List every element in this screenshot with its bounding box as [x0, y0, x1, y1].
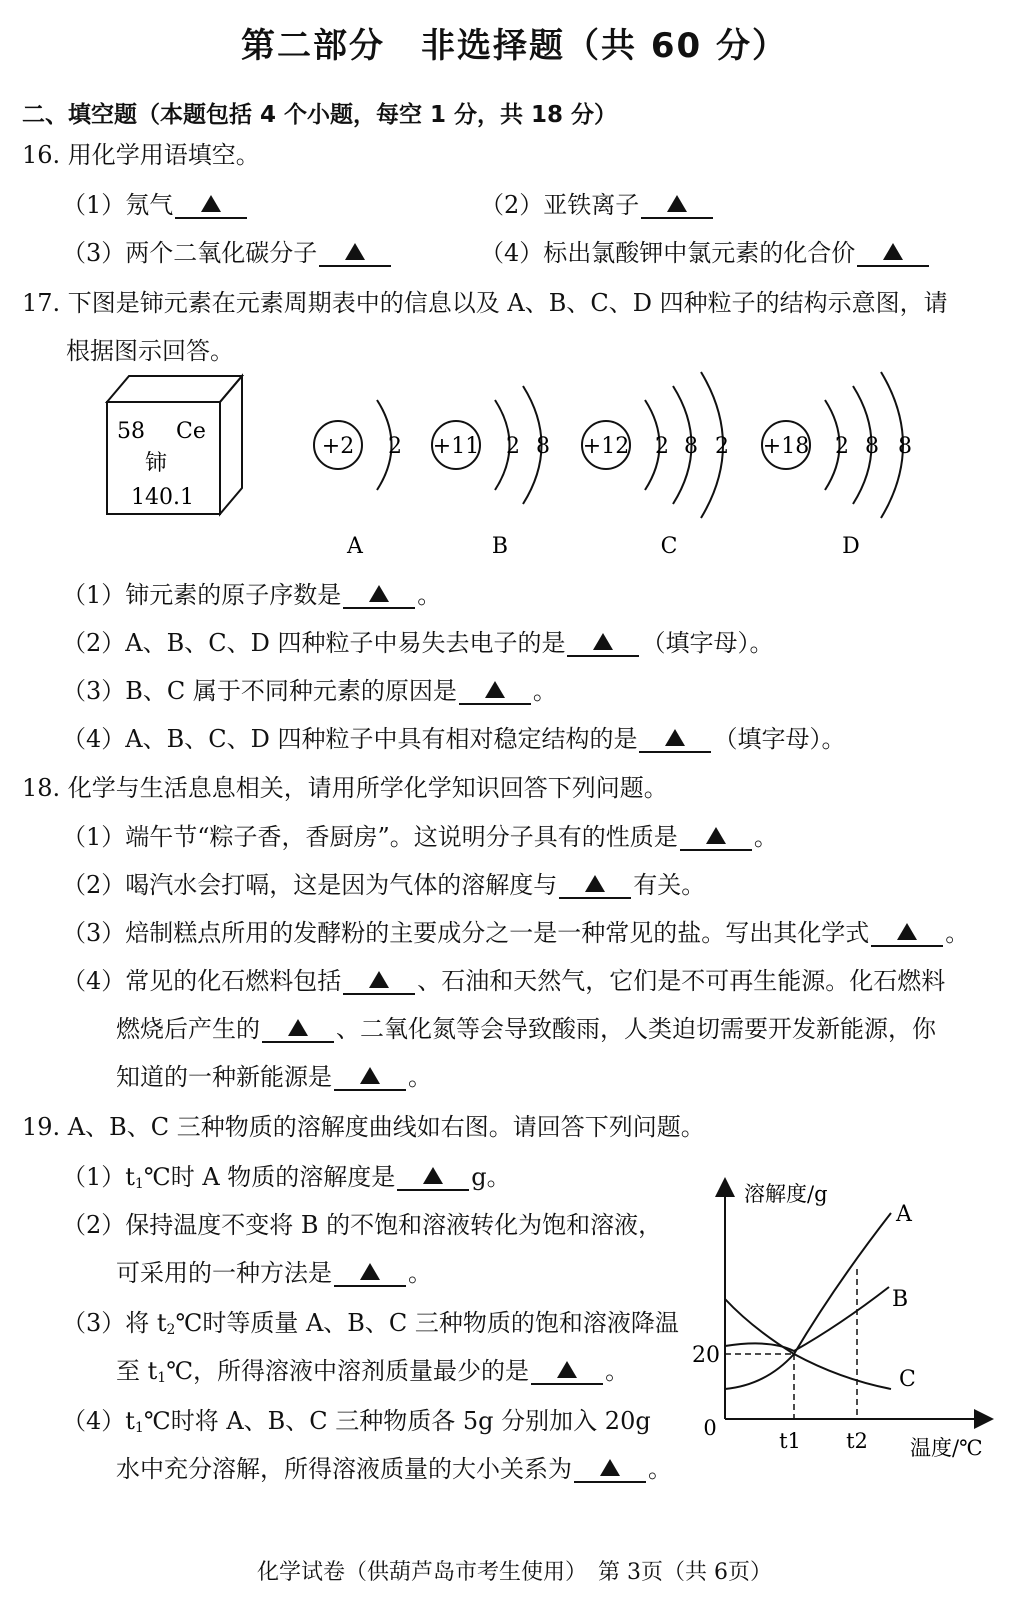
answer-blank[interactable] — [343, 969, 415, 995]
q16-part1: （1）氖气 — [62, 190, 249, 220]
q16-part3: （3）两个二氧化碳分子 — [62, 238, 393, 268]
element-symbol: Ce — [176, 419, 206, 444]
answer-blank[interactable] — [175, 193, 247, 219]
nucleus-a: +2 — [321, 434, 355, 459]
atom-a — [314, 400, 402, 559]
answer-blank[interactable] — [871, 921, 943, 947]
y-axis-label: 溶解度/g — [744, 1182, 828, 1206]
answer-blank[interactable] — [334, 1065, 406, 1091]
answer-blank[interactable] — [262, 1017, 334, 1043]
triangle-icon — [665, 729, 685, 746]
page-footer: 化学试卷（供葫芦岛市考生使用） 第 3页（共 6页） — [257, 1560, 772, 1585]
series-label-c: C — [899, 1367, 916, 1392]
answer-blank[interactable] — [343, 583, 415, 609]
nucleus-b: +11 — [432, 434, 480, 459]
answer-blank[interactable] — [857, 241, 929, 267]
atom-structure-diagram — [0, 360, 1029, 570]
q18-part4-line3: 知道的一种新能源是 。 — [116, 1063, 432, 1091]
q18-stem: 18. 化学与生活息息相关，请用所学化学知识回答下列问题。 — [22, 774, 668, 802]
answer-blank[interactable] — [567, 631, 639, 657]
q19-part2-line1: （2）保持温度不变将 B 的不饱和溶液转化为饱和溶液， — [62, 1211, 663, 1239]
q18-part4-line1: （4）常见的化石燃料包括 、石油和天然气，它们是不可再生能源。化石燃料 — [62, 967, 946, 995]
shell-c-1: 2 — [655, 434, 669, 459]
shell-d-3: 8 — [898, 434, 912, 459]
shell-c-2: 8 — [684, 434, 698, 459]
atom-b — [432, 386, 550, 559]
q17-part3: （3）B、C 属于不同种元素的原因是 。 — [62, 677, 557, 705]
answer-blank[interactable] — [334, 1261, 406, 1287]
q19-part1: $(1)t_1℃$时 A 物质的溶解度是 g。 — [62, 1163, 511, 1192]
shell-d-1: 2 — [835, 434, 849, 459]
shell-d-2: 8 — [865, 434, 879, 459]
triangle-icon — [360, 1263, 380, 1280]
answer-blank[interactable] — [680, 825, 752, 851]
triangle-icon — [345, 243, 365, 260]
series-label-b: B — [892, 1287, 909, 1312]
answer-blank[interactable] — [459, 679, 531, 705]
page-title: 第二部分 非选择题（共 60 分） — [241, 26, 788, 66]
element-name: 铈 — [145, 451, 168, 476]
series-label-a: A — [896, 1202, 912, 1227]
triangle-icon — [706, 827, 726, 844]
answer-blank[interactable] — [319, 241, 391, 267]
triangle-icon — [369, 971, 389, 988]
q18-part1: （1）端午节“粽子香，香厨房”。这说明分子具有的性质是 。 — [62, 823, 778, 851]
x-axis-label: 温度/℃ — [910, 1436, 983, 1460]
q16-stem: 16. 用化学用语填空。 — [22, 141, 260, 169]
q18-part3: （3）焙制糕点所用的发酵粉的主要成分之一是一种常见的盐。写出其化学式 。 — [62, 919, 970, 947]
x-tick-t1-label: t1 — [779, 1429, 801, 1453]
q19-stem: 19. A、B、C 三种物质的溶解度曲线如右图。请回答下列问题。 — [22, 1113, 705, 1141]
shell-a-1: 2 — [388, 434, 402, 459]
shell-b-2: 8 — [536, 434, 550, 459]
answer-blank[interactable] — [531, 1359, 603, 1385]
label-b: B — [491, 534, 509, 559]
x-tick-t2-label: t2 — [846, 1429, 868, 1453]
answer-blank[interactable] — [574, 1457, 646, 1483]
triangle-icon — [423, 1167, 443, 1184]
atomic-number: 58 — [117, 419, 145, 444]
q17-stem-line1: 17. 下图是铈元素在元素周期表中的信息以及 A、B、C、D 四种粒子的结构示意图，请 — [22, 289, 948, 317]
q19-part3-line1: （3）将 $t_2℃$时等质量 A、B、C 三种物质的饱和溶液降温 — [62, 1309, 679, 1338]
nucleus-d: +18 — [762, 434, 810, 459]
triangle-icon — [897, 923, 917, 940]
q17-stem-line2: 根据图示回答。 — [66, 337, 234, 365]
label-a: A — [347, 534, 363, 559]
q17-part4: （4）A、B、C、D 四种粒子中具有相对稳定结构的是 （填字母）。 — [62, 725, 846, 753]
triangle-icon — [585, 875, 605, 892]
triangle-icon — [485, 681, 505, 698]
curve-a — [725, 1213, 891, 1389]
x-tick-t2 — [846, 1429, 868, 1453]
curve-b — [725, 1287, 889, 1351]
shell-c-3: 2 — [715, 434, 729, 459]
triangle-icon — [369, 585, 389, 602]
q18-part2: （2）喝汽水会打嗝，这是因为气体的溶解度与 有关。 — [62, 871, 706, 899]
q19-part3-line2: 至 $t_1℃$，所得溶液中溶剂质量最少的是 。 — [116, 1357, 630, 1386]
element-cell — [107, 376, 242, 514]
atom-c — [582, 372, 729, 559]
answer-blank[interactable] — [397, 1165, 469, 1191]
q16-part4: （4）标出氯酸钾中氯元素的化合价 — [480, 238, 931, 268]
triangle-icon — [600, 1459, 620, 1476]
label-d: D — [842, 534, 860, 559]
label-c: C — [660, 534, 678, 559]
triangle-icon — [593, 633, 613, 650]
solubility-chart — [680, 1165, 1020, 1465]
triangle-icon — [557, 1361, 577, 1378]
answer-blank[interactable] — [639, 727, 711, 753]
triangle-icon — [288, 1019, 308, 1036]
q16-part2: （2）亚铁离子 — [480, 190, 715, 220]
q19-part4-line2: 水中充分溶解，所得溶液质量的大小关系为 。 — [116, 1455, 672, 1483]
triangle-icon — [201, 195, 221, 212]
answer-blank[interactable] — [559, 873, 631, 899]
nucleus-c: +12 — [582, 434, 630, 459]
triangle-icon — [667, 195, 687, 212]
origin-label: 0 — [703, 1416, 717, 1440]
shell-b-1: 2 — [506, 434, 520, 459]
section-heading: 二、填空题（本题包括 4 个小题，每空 1 分，共 18 分） — [22, 102, 618, 128]
answer-blank[interactable] — [641, 193, 713, 219]
q19-part4-line1: $(4)t_1℃$时将 A、B、C 三种物质各 5g 分别加入 20g — [62, 1407, 651, 1436]
triangle-icon — [883, 243, 903, 260]
x-tick-t1 — [779, 1429, 801, 1453]
y-tick-20: 20 — [692, 1343, 720, 1368]
q18-part4-line2: 燃烧后产生的 、二氧化氮等会导致酸雨，人类迫切需要开发新能源，你 — [116, 1015, 936, 1043]
atom-d — [762, 372, 912, 559]
atomic-mass: 140.1 — [131, 485, 194, 510]
triangle-icon — [360, 1067, 380, 1084]
q19-part2-line2: 可采用的一种方法是 。 — [116, 1259, 432, 1287]
q17-part1: （1）铈元素的原子序数是 。 — [62, 581, 442, 609]
q17-part2: （2）A、B、C、D 四种粒子中易失去电子的是 （填字母）。 — [62, 629, 774, 657]
